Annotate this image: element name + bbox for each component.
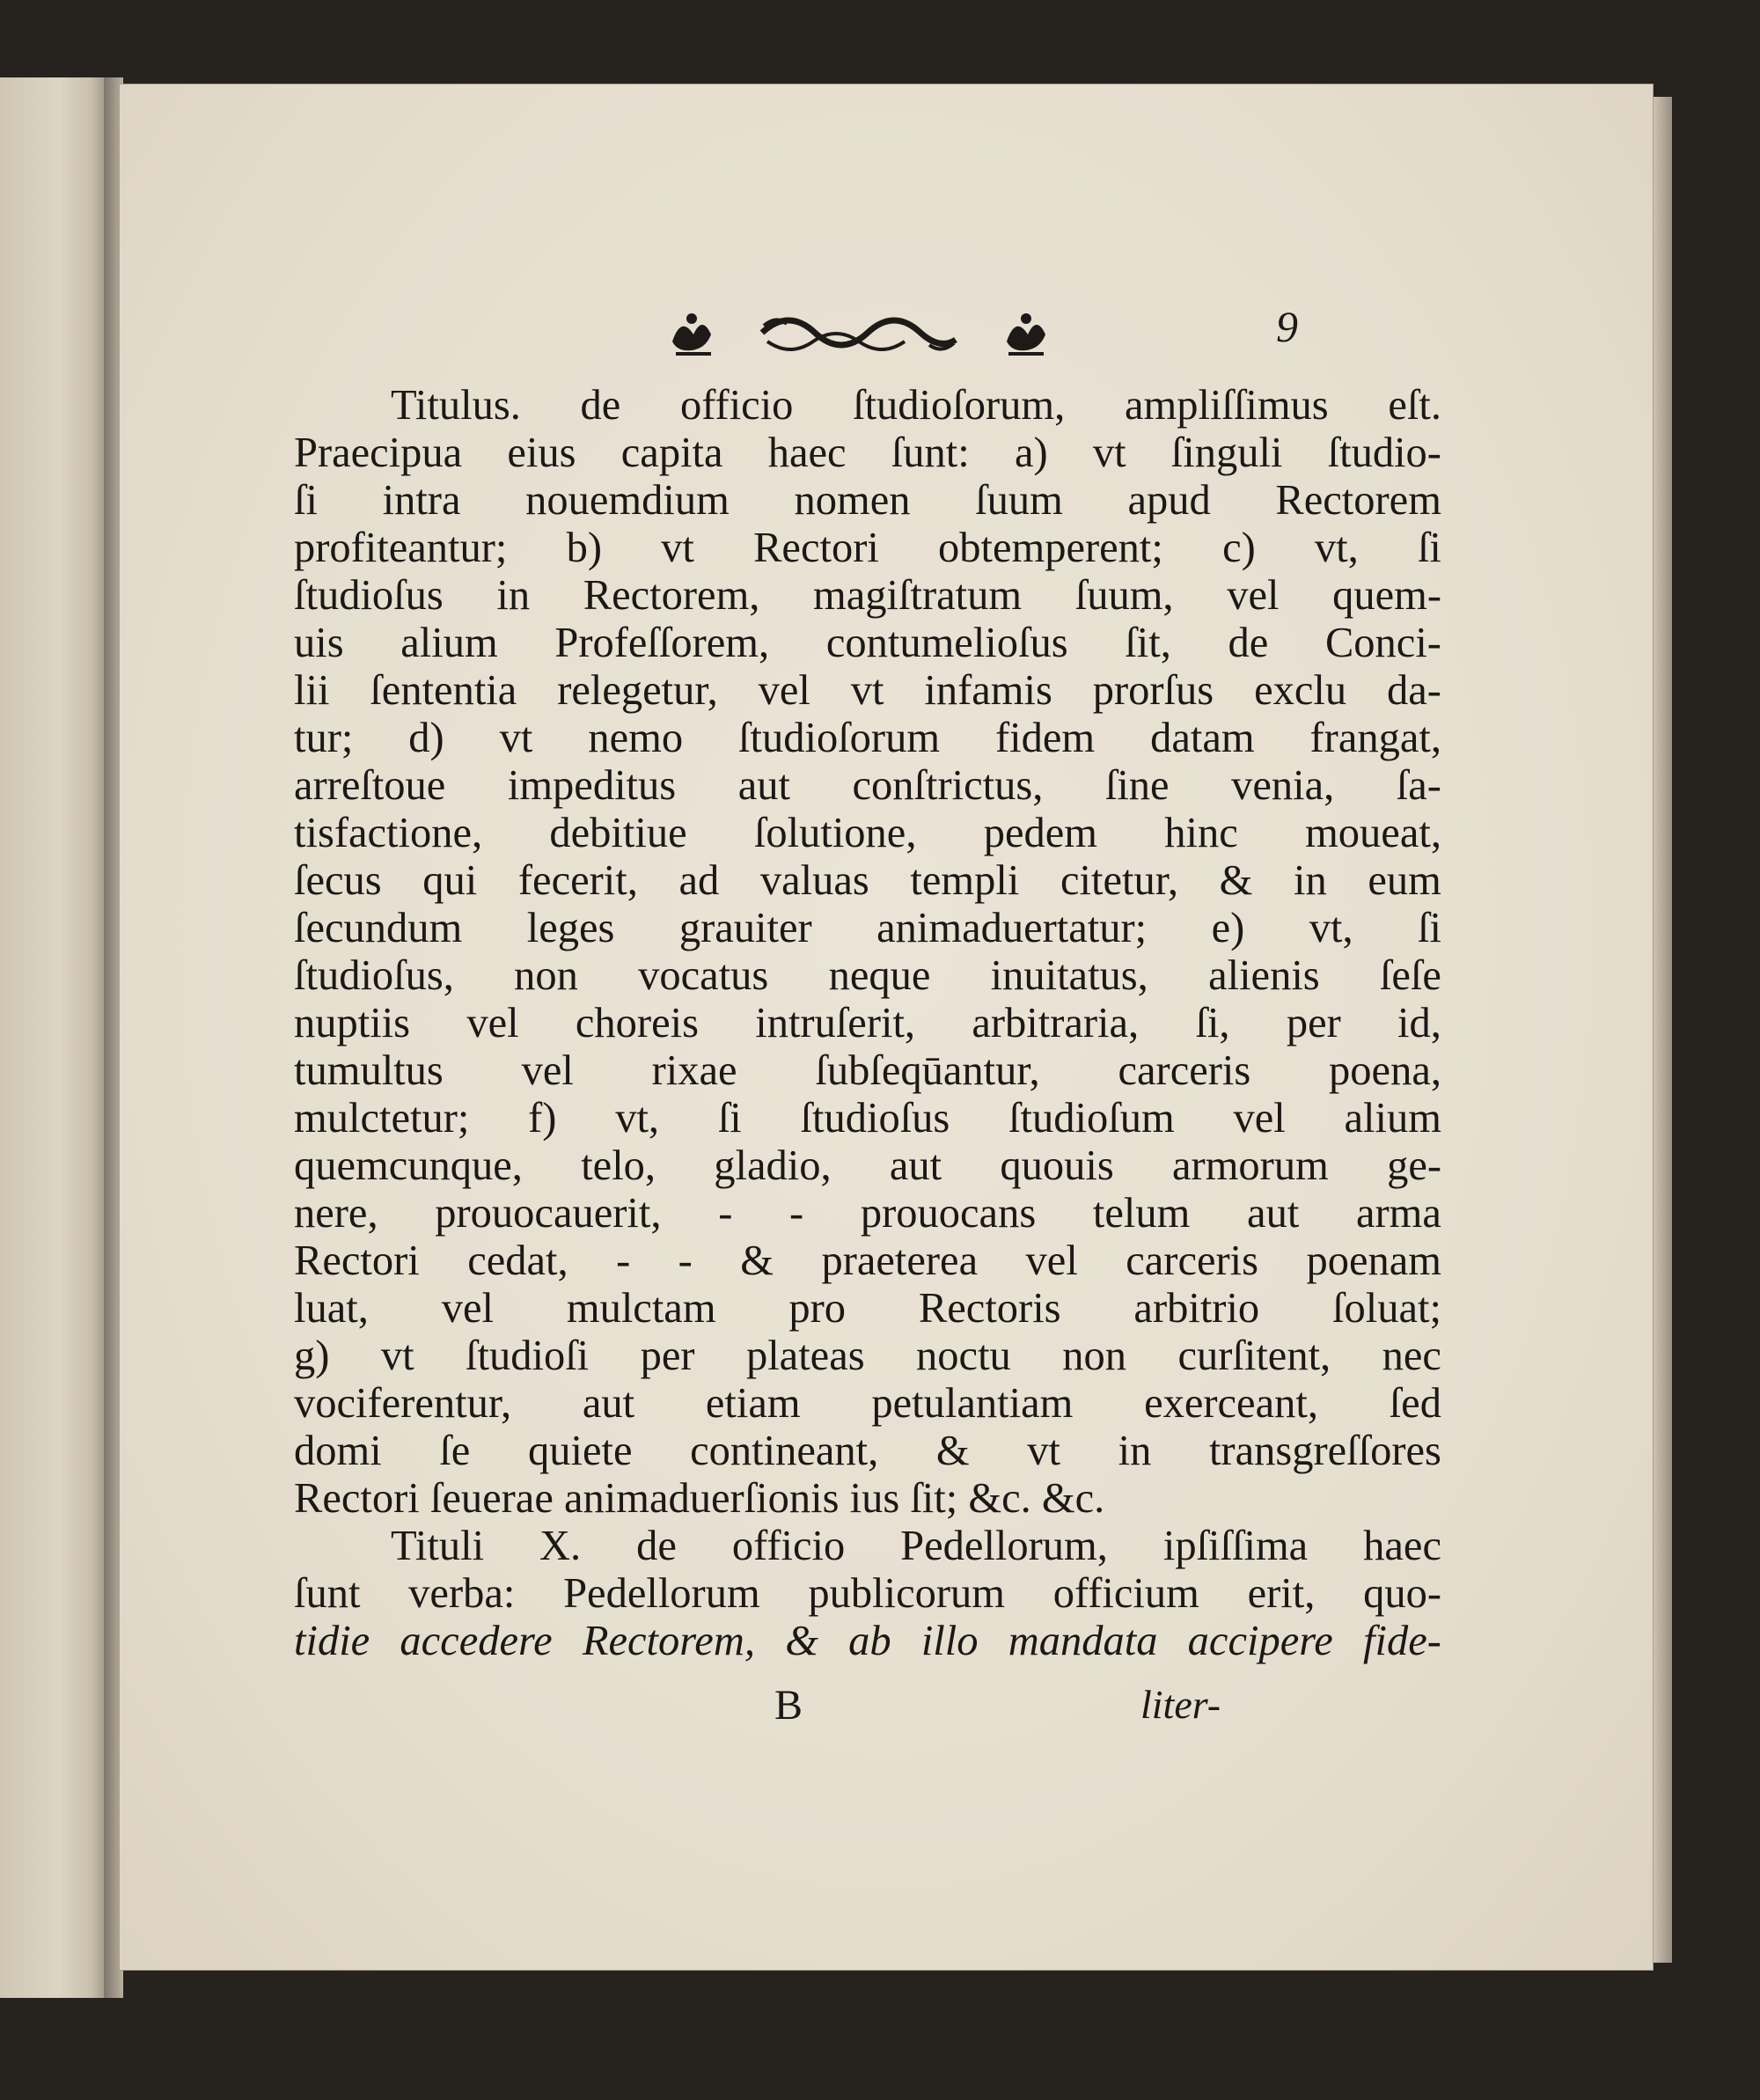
text-line: vociferentur, aut etiam petulantiam exerceant, ſed	[294, 1380, 1441, 1427]
text-line: Tituli X. de officio Pedellorum, ipſiſſima haec	[391, 1523, 1441, 1569]
body-text	[294, 382, 1441, 1665]
text-line: arreſtoue impeditus aut conſtrictus, ſine venia, ſa-	[294, 762, 1441, 809]
right-page-edge	[1653, 97, 1672, 1963]
text-line: ſtudioſus in Rectorem, magiſtratum ſuum, vel quem-	[294, 572, 1441, 619]
text-line: Praecipua eius capita haec ſunt: a) vt ſinguli ſtudio-	[294, 430, 1441, 476]
text-line: Rectori cedat, - - & praeterea vel carceris poenam	[294, 1237, 1441, 1284]
text-line: ſtudioſus, non vocatus neque inuitatus, alienis ſeſe	[294, 952, 1441, 999]
text-line: tisfactione, debitiue ſolutione, pedem hinc moueat,	[294, 810, 1441, 856]
text-line: Titulus. de officio ſtudioſorum, ampliſſimus eſt.	[391, 382, 1441, 429]
text-line: profiteantur; b) vt Rectori obtemperent; c) vt, ſi	[294, 525, 1441, 571]
page-number: 9	[1276, 302, 1298, 351]
text-line: mulctetur; f) vt, ſi ſtudioſus ſtudioſum vel alium	[294, 1095, 1441, 1142]
text-line: ſunt verba: Pedellorum publicorum officium erit, quo-	[294, 1570, 1441, 1617]
text-line: tumultus vel rixae ſubſeqūantur, carceris poena,	[294, 1047, 1441, 1094]
text-line: nere, prouocauerit, - - prouocans telum aut arma	[294, 1190, 1441, 1237]
facing-page-edge	[0, 77, 107, 1998]
text-line: uis alium Profeſſorem, contumelioſus ſit, de Conci-	[294, 620, 1441, 666]
signature-mark: B	[774, 1682, 803, 1729]
text-line: ſecundum leges grauiter animaduertatur; e) vt, ſi	[294, 905, 1441, 951]
text-line: nuptiis vel choreis intruſerit, arbitraria, ſi, per id,	[294, 1000, 1441, 1046]
text-line: Rectori ſeuerae animaduerſionis ius ſit; &c. &c.	[294, 1475, 1105, 1522]
text-line: g) vt ſtudioſi per plateas noctu non curſitent, nec	[294, 1333, 1441, 1379]
text-line: luat, vel mulctam pro Rectoris arbitrio ſoluat;	[294, 1285, 1441, 1332]
text-line: quemcunque, telo, gladio, aut quouis armorum ge-	[294, 1142, 1441, 1189]
catchword: liter-	[1140, 1682, 1221, 1727]
text-line: lii ſententia relegetur, vel vt infamis prorſus exclu da-	[294, 667, 1441, 714]
text-line: ſi intra nouemdium nomen ſuum apud Rectorem	[294, 477, 1441, 524]
printer-ornament-icon	[665, 306, 1052, 359]
text-line: domi ſe quiete contineant, & vt in transgreſſores	[294, 1428, 1441, 1474]
book-page	[120, 84, 1653, 1970]
page-header	[120, 302, 1653, 359]
text-line: tur; d) vt nemo ſtudioſorum fidem datam frangat,	[294, 715, 1441, 761]
text-line: tidie accedere Rectorem, & ab illo mandata accipere fide-	[294, 1618, 1441, 1664]
text-line: ſecus qui fecerit, ad valuas templi citetur, & in eum	[294, 857, 1441, 904]
